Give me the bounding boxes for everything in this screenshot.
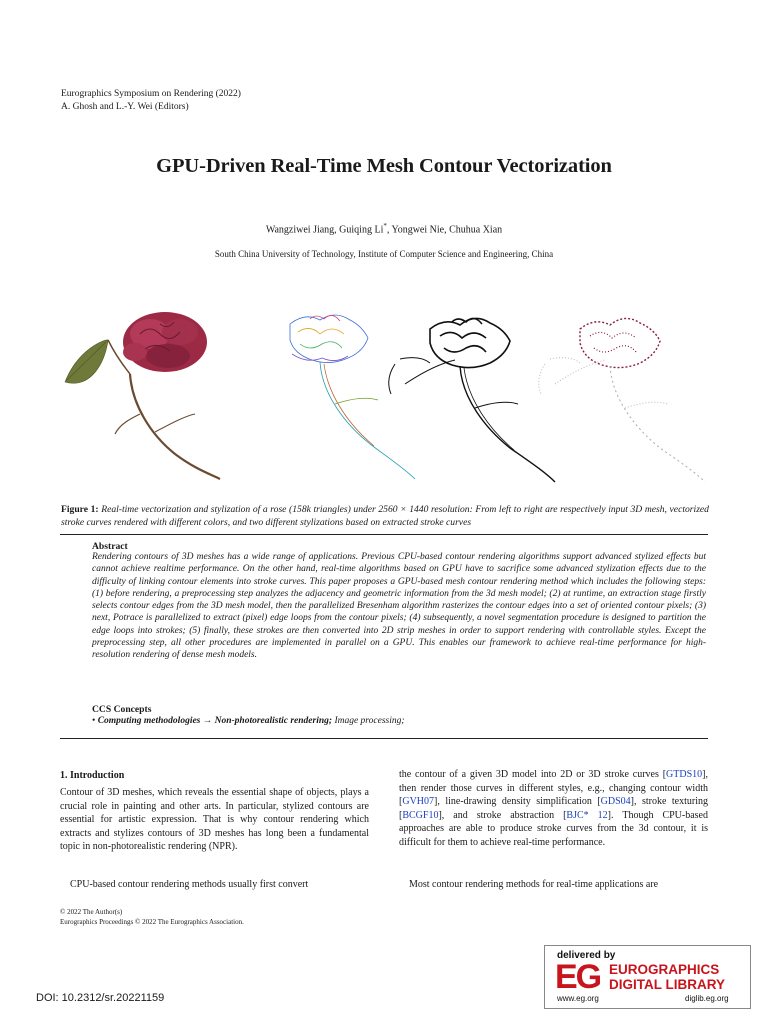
panel-colored-strokes [290, 315, 415, 479]
eg-logo-icon: EG [555, 958, 601, 996]
doi-link[interactable]: DOI: 10.2312/sr.20221159 [36, 992, 165, 1004]
abstract-heading: Abstract [92, 541, 128, 552]
badge-org-line-2: DIGITAL LIBRARY [609, 977, 725, 992]
delivered-by-label: delivered by [557, 950, 616, 961]
ccs-arrow: → [202, 716, 213, 726]
abstract-text: Rendering contours of 3D meshes has a wide range of applications. Previous CPU-based contour rendering algorithms support advanced stylized effects but cannot achieve realtime performance. On the other hand, real-time algorithms based on GPU have to sacrifice some advanced stylization effects due to the difficulty of linking contour elements into stroke curves. This paper proposes a GPU-based mesh contour rendering method which includes the following steps: (1) before rendering, a preprocessing step analyzes the adjacency and geometric information from the 3d mesh model; (2) at runtime, an extraction stage firstly selects contour edges from the 3D mesh model, then the parallelized Bresenham algorithm rasterizes the contour edges into a set of oriented contour pixels; (3) next, Potrace is parallelized to extract (pixel) edge loops from the contour pixels; (4) subsequently, a novel segmentation procedure is designed to partition the edge loops into strokes; (5) finally, these strokes are then converted into 2D strip meshes in order to support rendering with controllable styles. Except the preprocessing step, all other procedures are implemented in parallel on a GPU. This enables our framework to achieve real-time performance for high-resolution rendering of dense mesh models. [92, 552, 706, 661]
text-run: ], line-drawing density simplification [ [434, 796, 601, 808]
ccs-concept: Non-photorealistic rendering; [214, 716, 333, 726]
editors-line: A. Ghosh and L.-Y. Wei (Editors) [61, 101, 189, 112]
figure-caption-text: Real-time vectorization and stylization of a rose (158k triangles) under 2560 × 1440 resolution: From left to right are respectively input 3D mesh, vectorized stroke curves rendered with different colors, and two different stylizations based on extracted stroke curves [61, 504, 709, 528]
ccs-concepts [92, 716, 405, 726]
paper-title: GPU-Driven Real-Time Mesh Contour Vectorization [156, 155, 612, 177]
citation-link[interactable]: GTDS10 [666, 769, 703, 780]
corresponding-mark: * [383, 222, 387, 230]
ccs-bullet: • [92, 716, 96, 726]
text-run: ], then render those curves in different styles, e.g., changing contour width [ [399, 769, 708, 808]
authors-first: Wangziwei Jiang, Guiqing Li [265, 224, 384, 236]
abstract-bottom-rule [60, 738, 708, 739]
teaser-figure [60, 304, 708, 490]
text-run: the contour of a given 3D model into 2D or 3D stroke curves [ [399, 769, 667, 780]
figure-caption [61, 503, 709, 529]
panel-stylized-strokes [539, 318, 705, 482]
venue-line: Eurographics Symposium on Rendering (2022) [61, 89, 241, 99]
citation-link[interactable]: BJC* 12 [566, 809, 608, 821]
panel-input-mesh [65, 312, 220, 479]
stem-shape [130, 374, 220, 479]
digital-library-badge[interactable] [544, 945, 751, 1009]
panel-ink-strokes [389, 318, 555, 482]
copyright-notice [60, 908, 244, 927]
ccs-heading: CCS Concepts [92, 704, 152, 715]
affiliation: South China University of Technology, Institute of Computer Science and Engineering, China [214, 249, 554, 259]
text-run: ], stroke texturing [ [399, 796, 708, 821]
section-heading: 1. Introduction [60, 770, 125, 781]
author-list [0, 222, 768, 235]
eg-url-link[interactable]: www.eg.org [557, 994, 599, 1003]
citation-link[interactable]: GVH07 [402, 796, 435, 808]
venue-header [61, 88, 241, 113]
ccs-other: Image processing; [334, 716, 405, 726]
diglib-url-link[interactable]: diglib.eg.org [685, 994, 729, 1003]
authors-rest: , Yongwei Nie, Chuhua Xian [386, 224, 503, 236]
intro-right-paragraph-2: Most contour rendering methods for real-time applications are [409, 879, 659, 890]
copyright-line-1: © 2022 The Author(s) [60, 908, 123, 916]
figure-label: Figure 1: [61, 504, 99, 515]
text-run: ], and stroke abstraction [ [438, 809, 567, 821]
text-run: ]. Though CPU-based approaches are able to produce stroke curves from the 3d contour, it is difficult for them to achieve real-time performance. [399, 809, 708, 848]
citation-link[interactable]: BCGF10 [402, 809, 439, 821]
citation-link[interactable]: GDS04 [600, 796, 631, 808]
ccs-category: Computing methodologies [97, 716, 201, 726]
intro-right-paragraph-1 [399, 768, 708, 850]
badge-org-line-1: EUROGRAPHICS [609, 962, 720, 977]
abstract-top-rule [60, 534, 708, 535]
intro-left-paragraph-2: CPU-based contour rendering methods usually first convert [70, 879, 309, 890]
badge-org-name [609, 962, 725, 992]
intro-left-paragraph-1: Contour of 3D meshes, which reveals the essential shape of objects, plays a crucial role in painting and other arts. In particular, stylized contours are essential for artistic expression. That is why contour rendering which extracts and stylizes contours of 3D meshes has long been a fundamental topic in non-photorealistic rendering (NPR). [60, 787, 369, 853]
copyright-line-2: Eurographics Proceedings © 2022 The Eurographics Association. [60, 917, 244, 926]
rose-bloom [123, 312, 207, 372]
